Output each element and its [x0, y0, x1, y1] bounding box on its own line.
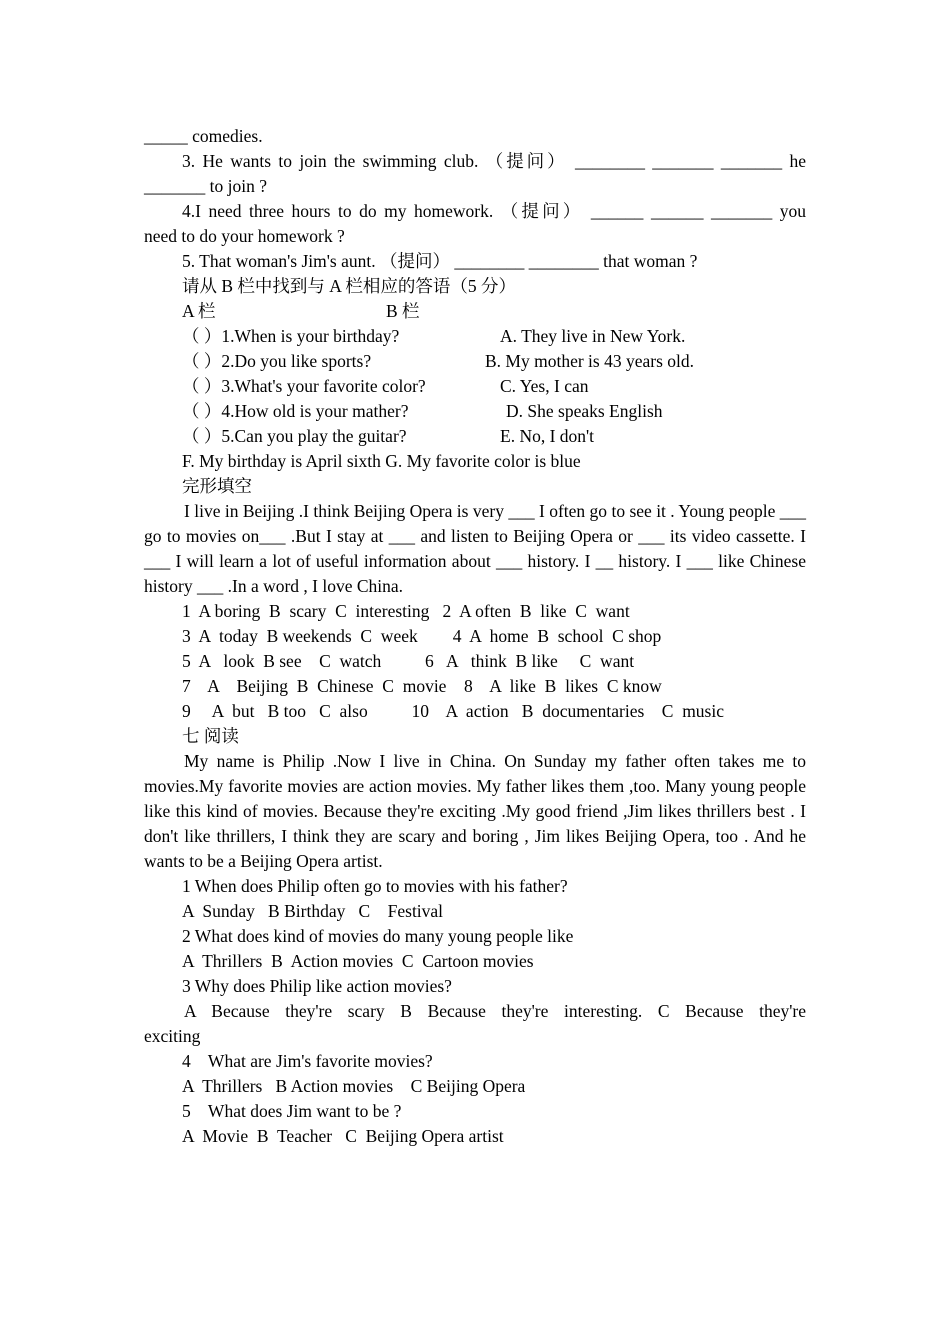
reading-heading: 七 阅读: [182, 726, 239, 746]
matching-answer: A. They live in New York.: [500, 326, 686, 346]
reading-options: A Because they're scary B Because they're interesting. C Because they're: [184, 1001, 806, 1021]
reading-options: A Movie B Teacher C Beijing Opera artist: [182, 1126, 504, 1146]
question-4-line1: 4.I need three hours to do my homework. （提问） ______ ______ _______ you: [182, 201, 806, 221]
matching-column-headers: [144, 299, 806, 324]
reading-options: A Thrillers B Action movies C Beijing Opera: [182, 1076, 526, 1096]
reading-question: 4 What are Jim's favorite movies?: [182, 1051, 433, 1071]
cloze-options-1-2: 1 A boring B scary C interesting 2 A often B like C want: [182, 601, 630, 621]
cloze-passage: I live in Beijing .I think Beijing Opera is very ___ I often go to see it . Young people ___ go to movies on___ .But I stay at ___ and listen to Beijing Opera or ___ its video cassette. I ___ I will learn a lot of useful information about ___ history. I __ history. I ___ like Chinese history ___ .In a word , I love China.: [144, 501, 806, 596]
matching-answer: E. No, I don't: [500, 426, 595, 446]
cloze-options-9-10: 9 A but B too C also 10 A action B documentaries C music: [182, 701, 724, 721]
cloze-options-3-4: 3 A today B weekends C week 4 A home B school C shop: [182, 626, 662, 646]
matching-row: [144, 324, 806, 349]
matching-answer: C. Yes, I can: [500, 376, 589, 396]
matching-row: [144, 399, 806, 424]
column-a-header: A 栏: [182, 301, 216, 321]
matching-extra-options: F. My birthday is April sixth G. My favorite color is blue: [182, 451, 581, 471]
reading-options: A Sunday B Birthday C Festival: [182, 901, 444, 921]
matching-row: [144, 424, 806, 449]
matching-answer: B. My mother is 43 years old.: [485, 351, 695, 371]
worksheet-content: [144, 124, 806, 1149]
cloze-options-7-8: 7 A Beijing B Chinese C movie 8 A like B likes C know: [182, 676, 662, 696]
matching-question: （ ）3.What's your favorite color?: [182, 376, 426, 396]
question-3-line2: _______ to join ?: [144, 176, 267, 196]
matching-row: [144, 349, 806, 374]
reading-options: A Thrillers B Action movies C Cartoon movies: [182, 951, 534, 971]
reading-options-continuation: exciting: [144, 1026, 201, 1046]
matching-answer: D. She speaks English: [506, 401, 663, 421]
cloze-heading: 完形填空: [182, 476, 252, 496]
matching-question: （ ）1.When is your birthday?: [182, 326, 400, 346]
reading-question: 3 Why does Philip like action movies?: [182, 976, 452, 996]
question-3-line1: 3. He wants to join the swimming club. （提问） ________ _______ _______ he: [182, 151, 806, 171]
reading-question: 2 What does kind of movies do many young people like: [182, 926, 574, 946]
matching-row: [144, 374, 806, 399]
reading-passage: My name is Philip .Now I live in China. On Sunday my father often takes me to movies.My favorite movies are action movies. My father likes them ,too. Many young people like this kind of movies. Because they're exciting .My good friend ,Jim likes thrillers best . I don't like thrillers, I think they are scary and boring , Jim likes Beijing Opera, too . And he wants to be a Beijing Opera artist.: [144, 751, 806, 871]
reading-question: 5 What does Jim want to be ?: [182, 1101, 402, 1121]
question-4-line2: need to do your homework ?: [144, 226, 345, 246]
cloze-options-5-6: 5 A look B see C watch 6 A think B like C want: [182, 651, 635, 671]
matching-question: （ ）4.How old is your mather?: [182, 401, 409, 421]
reading-question: 1 When does Philip often go to movies with his father?: [182, 876, 568, 896]
question-2-continuation: _____ comedies.: [144, 126, 263, 146]
column-b-header: B 栏: [386, 301, 420, 321]
matching-heading: 请从 B 栏中找到与 A 栏相应的答语（5 分）: [182, 276, 516, 296]
matching-question: （ ）5.Can you play the guitar?: [182, 426, 407, 446]
matching-question: （ ）2.Do you like sports?: [182, 351, 372, 371]
question-5: 5. That woman's Jim's aunt. （提问） ________ ________ that woman ?: [182, 251, 698, 271]
